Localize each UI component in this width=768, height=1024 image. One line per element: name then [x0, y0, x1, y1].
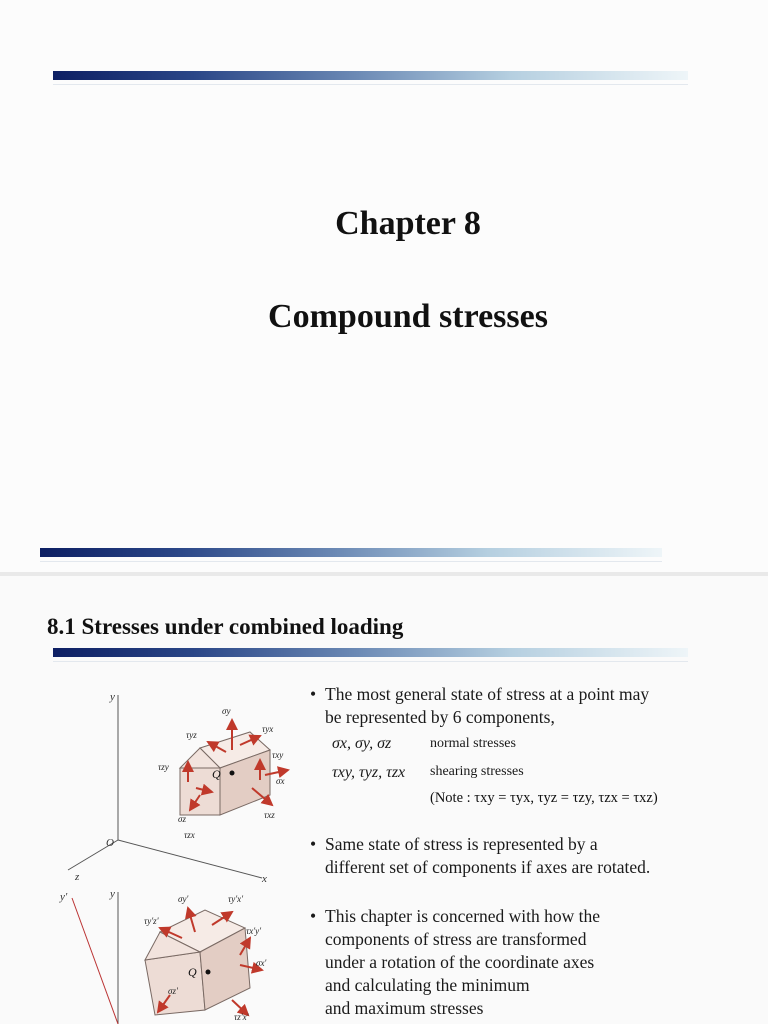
bottom-stress-cube — [145, 910, 250, 1015]
section-rule — [53, 648, 688, 657]
bottom-decorative-rule — [40, 548, 662, 557]
rot-cube-front-face — [145, 952, 205, 1015]
label-sigma-y-rot: σy' — [178, 894, 189, 904]
label-tau-zx-rot: τz'x' — [234, 1012, 249, 1022]
bottom-axis-y-rot-label: y' — [60, 891, 68, 903]
label-tau-xy-rot: τx'y' — [246, 926, 262, 936]
normal-stress-label: normal stresses — [430, 736, 516, 751]
bullet-line: This chapter is concerned with how the — [325, 906, 601, 926]
label-tau-yz-rot: τy'z' — [144, 916, 159, 926]
top-axis-x-label: x — [262, 873, 267, 885]
bottom-y-rot-axis — [72, 898, 118, 1024]
symmetry-note: (Note : τxy = τyx, τyz = τzy, τzx = τxz) — [430, 790, 658, 806]
label-sigma-z: σz — [178, 814, 186, 824]
rot-point-q-label: Q — [188, 965, 197, 979]
rot-point-q-dot — [206, 970, 211, 975]
bullet-line: and maximum stresses — [325, 998, 484, 1018]
top-axis-z-label: z — [75, 871, 80, 883]
chapter-title: Compound stresses — [268, 298, 548, 335]
point-q-label: Q — [212, 767, 221, 781]
bullet-dot: • — [310, 684, 317, 704]
bullet-line: different set of components if axes are rotated. — [325, 857, 651, 877]
bullet-line: components of stress are transformed — [325, 929, 587, 949]
bullet-line: be represented by 6 components, — [325, 707, 555, 727]
bullet-line: under a rotation of the coordinate axes — [325, 952, 595, 972]
label-tau-yx-rot: τy'x' — [228, 894, 244, 904]
bottom-axes — [72, 892, 118, 1024]
label-tau-yx: τyx — [262, 724, 274, 734]
section-title: 8.1 Stresses under combined loading — [47, 614, 404, 639]
bullet-line: and calculating the minimum — [325, 975, 530, 995]
bottom-axis-y-label: y — [110, 888, 115, 900]
bullet-line: The most general state of stress at a point may — [325, 684, 650, 704]
top-axis-y-label: y — [110, 691, 115, 703]
top-stress-cube — [180, 732, 270, 815]
shear-stress-symbols: τxy, τyz, τzx — [332, 764, 406, 781]
stress-element-figures — [0, 670, 300, 1024]
top-origin-label: O — [106, 837, 114, 849]
bullet-dot: • — [310, 906, 317, 926]
label-tau-zx: τzx — [184, 830, 195, 840]
chapter-heading: Chapter 8 — [335, 205, 481, 242]
label-tau-yz: τyz — [186, 730, 197, 740]
label-tau-xy: τxy — [272, 750, 284, 760]
normal-stress-symbols: σx, σy, σz — [332, 735, 392, 752]
label-tau-zy: τzy — [158, 762, 169, 772]
label-sigma-x: σx — [276, 776, 285, 786]
point-q-dot — [230, 771, 235, 776]
section-rule-underline — [53, 661, 688, 662]
top-x-axis — [118, 840, 262, 878]
bottom-rule-underline — [40, 561, 662, 562]
top-rule-underline — [53, 84, 688, 85]
label-sigma-y: σy — [222, 706, 231, 716]
label-tau-xz: τxz — [264, 810, 275, 820]
top-decorative-rule — [53, 71, 688, 80]
label-sigma-z-rot: σz' — [168, 986, 178, 996]
bullet-dot: • — [310, 834, 317, 854]
bullet-line: Same state of stress is represented by a — [325, 834, 598, 854]
label-sigma-x-rot: σx' — [256, 958, 267, 968]
shear-stress-label: shearing stresses — [430, 764, 524, 779]
